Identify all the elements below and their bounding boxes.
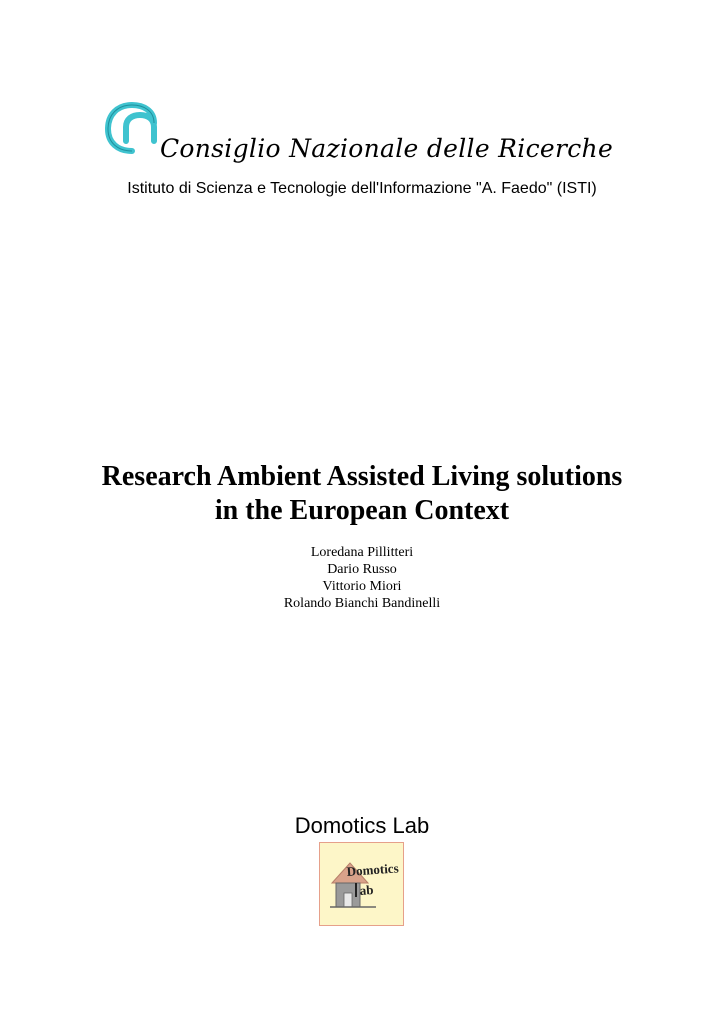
lab-name: Domotics Lab xyxy=(294,813,430,838)
title-line-1: Research Ambient Assisted Living solutions xyxy=(101,461,623,492)
author-name: Vittorio Miori xyxy=(322,579,402,594)
title-line-2: in the European Context xyxy=(214,495,510,526)
domotics-lab-logo-icon xyxy=(319,842,404,926)
author-name: Dario Russo xyxy=(327,562,397,577)
author-name: Rolando Bianchi Bandinelli xyxy=(283,596,441,611)
author-name: Loredana Pillitteri xyxy=(310,545,414,560)
document-title xyxy=(0,460,724,528)
organization-name: Consiglio Nazionale delle Ricerche xyxy=(160,134,614,163)
lab-logo-text-bottom: ab xyxy=(359,882,374,898)
institute-name: Istituto di Scienza e Tecnologie dell'Informazione "A. Faedo" (ISTI) xyxy=(127,180,597,197)
author-list xyxy=(0,544,724,612)
lab-logo-text-top: Domotics xyxy=(346,860,400,879)
cnr-logo-icon xyxy=(104,101,162,155)
